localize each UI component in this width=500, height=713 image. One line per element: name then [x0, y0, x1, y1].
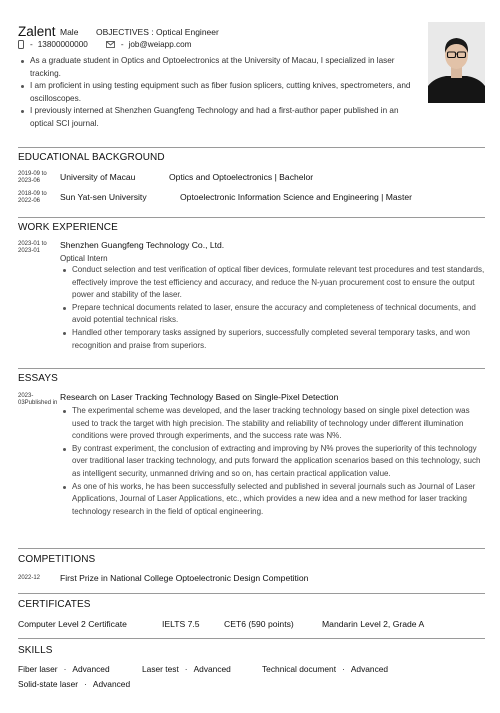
section-divider: [18, 593, 485, 594]
skill-item: [18, 664, 110, 674]
skill-level: Advanced: [92, 679, 131, 689]
email-address[interactable]: job@weiapp.com: [128, 40, 192, 49]
section-divider: [18, 638, 485, 639]
essay-bullet: As one of his works, he has been successfully selected and published in several journals such as Journal of Laser Applications, Journal of Laser Applications, etc., which provides a new idea and a new method for laser tracking technology research in the field of optical engineering.: [60, 481, 485, 519]
work-role: Optical Intern: [60, 254, 108, 263]
essay-date: 2023-03Published in: [18, 393, 58, 406]
job-objective: OBJECTIVES : Optical Engineer: [96, 27, 219, 37]
candidate-gender: Male: [60, 27, 79, 37]
education-school: Sun Yat-sen University: [60, 192, 147, 202]
section-title: WORK EXPERIENCE: [18, 222, 118, 233]
competition-item: First Prize in National College Optoelectronic Design Competition: [60, 573, 309, 583]
section-divider: [18, 147, 485, 148]
work-bullets: [60, 264, 485, 352]
summary-item: I previously interned at Shenzhen Guangfeng Technology and had a first-author paper published in an optical SCI journal.: [18, 105, 413, 130]
skill-separator: ·: [84, 679, 87, 689]
section-divider: [18, 368, 485, 369]
summary-item: As a graduate student in Optics and Optoelectronics at the University of Macau, I specialized in laser tracking.: [18, 55, 413, 80]
skill-separator: ·: [184, 664, 188, 674]
education-date: 2019-09 to 2023-06: [18, 171, 47, 184]
phone-number: 13800000000: [37, 40, 88, 49]
essay-bullets: [60, 405, 485, 518]
skill-level: Advanced: [193, 664, 231, 674]
skill-item: [18, 679, 130, 689]
skill-separator: ·: [342, 664, 345, 674]
phone-dash: -: [30, 40, 33, 49]
summary-item: I am proficient in using testing equipment such as fiber fusion splicers, cutting knives, spectrometers, and oscilloscopes.: [18, 80, 413, 105]
skill-name: Solid-state laser: [18, 679, 79, 689]
work-company: Shenzhen Guangfeng Technology Co., Ltd.: [60, 240, 225, 250]
essay-title: Research on Laser Tracking Technology Based on Single-Pixel Detection: [60, 392, 339, 402]
skill-level: Advanced: [350, 664, 389, 674]
skill-level: Advanced: [72, 664, 110, 674]
skill-name: Technical document: [262, 664, 337, 674]
competitions-section: [18, 554, 485, 565]
email-contact: [106, 40, 192, 49]
essay-bullet: The experimental scheme was developed, and the laser tracking technology based on single pixel detection was used to track the target with high precision. The stability and reliability of technology under different illumination conditions were proved through experiments, and the success rate was N%.: [60, 405, 485, 443]
certificates-section: [18, 599, 485, 610]
portrait-image: [428, 22, 485, 103]
essay-bullet: By contrast experiment, the conclusion of extracting and improving by N% proves the superiority of this technology over traditional laser tracking technology, and puts forward the application scenarios based on this technology, such as intelligent security, unmanned driving and so on, has certain practical application value.: [60, 443, 485, 481]
work-date: 2023-01 to 2023-01: [18, 241, 47, 254]
education-school: University of Macau: [60, 172, 136, 182]
section-title: SKILLS: [18, 645, 53, 656]
education-date: 2018-09 to 2022-06: [18, 191, 47, 204]
education-major: Optics and Optoelectronics | Bachelor: [169, 172, 314, 182]
section-title: ESSAYS: [18, 373, 58, 384]
work-bullet: Handled other temporary tasks assigned by superiors, successfully completed several temporary tasks, and won recognition and praise from superiors.: [60, 327, 485, 352]
profile-photo: [428, 22, 485, 103]
section-divider: [18, 548, 485, 549]
education-major: Optoelectronic Information Science and Engineering | Master: [180, 192, 413, 202]
certificate-item: CET6 (590 points): [224, 619, 294, 629]
section-title: CERTIFICATES: [18, 599, 91, 610]
phone-contact: [18, 40, 88, 49]
work-section: [18, 222, 485, 233]
candidate-name: Zalent: [18, 24, 56, 39]
skill-item: [262, 664, 388, 674]
education-section: [18, 152, 485, 163]
essays-section: [18, 373, 485, 384]
work-bullet: Prepare technical documents related to laser, ensure the accuracy and completeness of technical documents, and avoid potential technical risks.: [60, 302, 485, 327]
email-dash: -: [120, 40, 124, 49]
certificate-item: IELTS 7.5: [162, 619, 200, 629]
certificate-item: Computer Level 2 Certificate: [18, 619, 127, 629]
skills-section: [18, 645, 485, 656]
phone-icon: [18, 40, 24, 49]
skill-name: Fiber laser: [18, 664, 58, 674]
section-title: COMPETITIONS: [18, 554, 96, 565]
certificate-item: Mandarin Level 2, Grade A: [322, 619, 425, 629]
section-title: EDUCATIONAL BACKGROUND: [18, 152, 165, 163]
summary-list: [18, 55, 413, 131]
skill-item: [142, 664, 231, 674]
skill-name: Laser test: [142, 664, 179, 674]
contact-row: [18, 40, 192, 49]
work-bullet: Conduct selection and test verification of optical fiber devices, formulate relevant test procedures and test standards, effectively improve the test efficiency and accuracy, and reduce the N-yuan procurement cost to ensure the output power and stability of the laser.: [60, 264, 485, 302]
section-divider: [18, 217, 485, 218]
mail-icon: [106, 41, 115, 48]
competition-date: 2022-12: [18, 575, 41, 581]
skill-separator: ·: [63, 664, 67, 674]
